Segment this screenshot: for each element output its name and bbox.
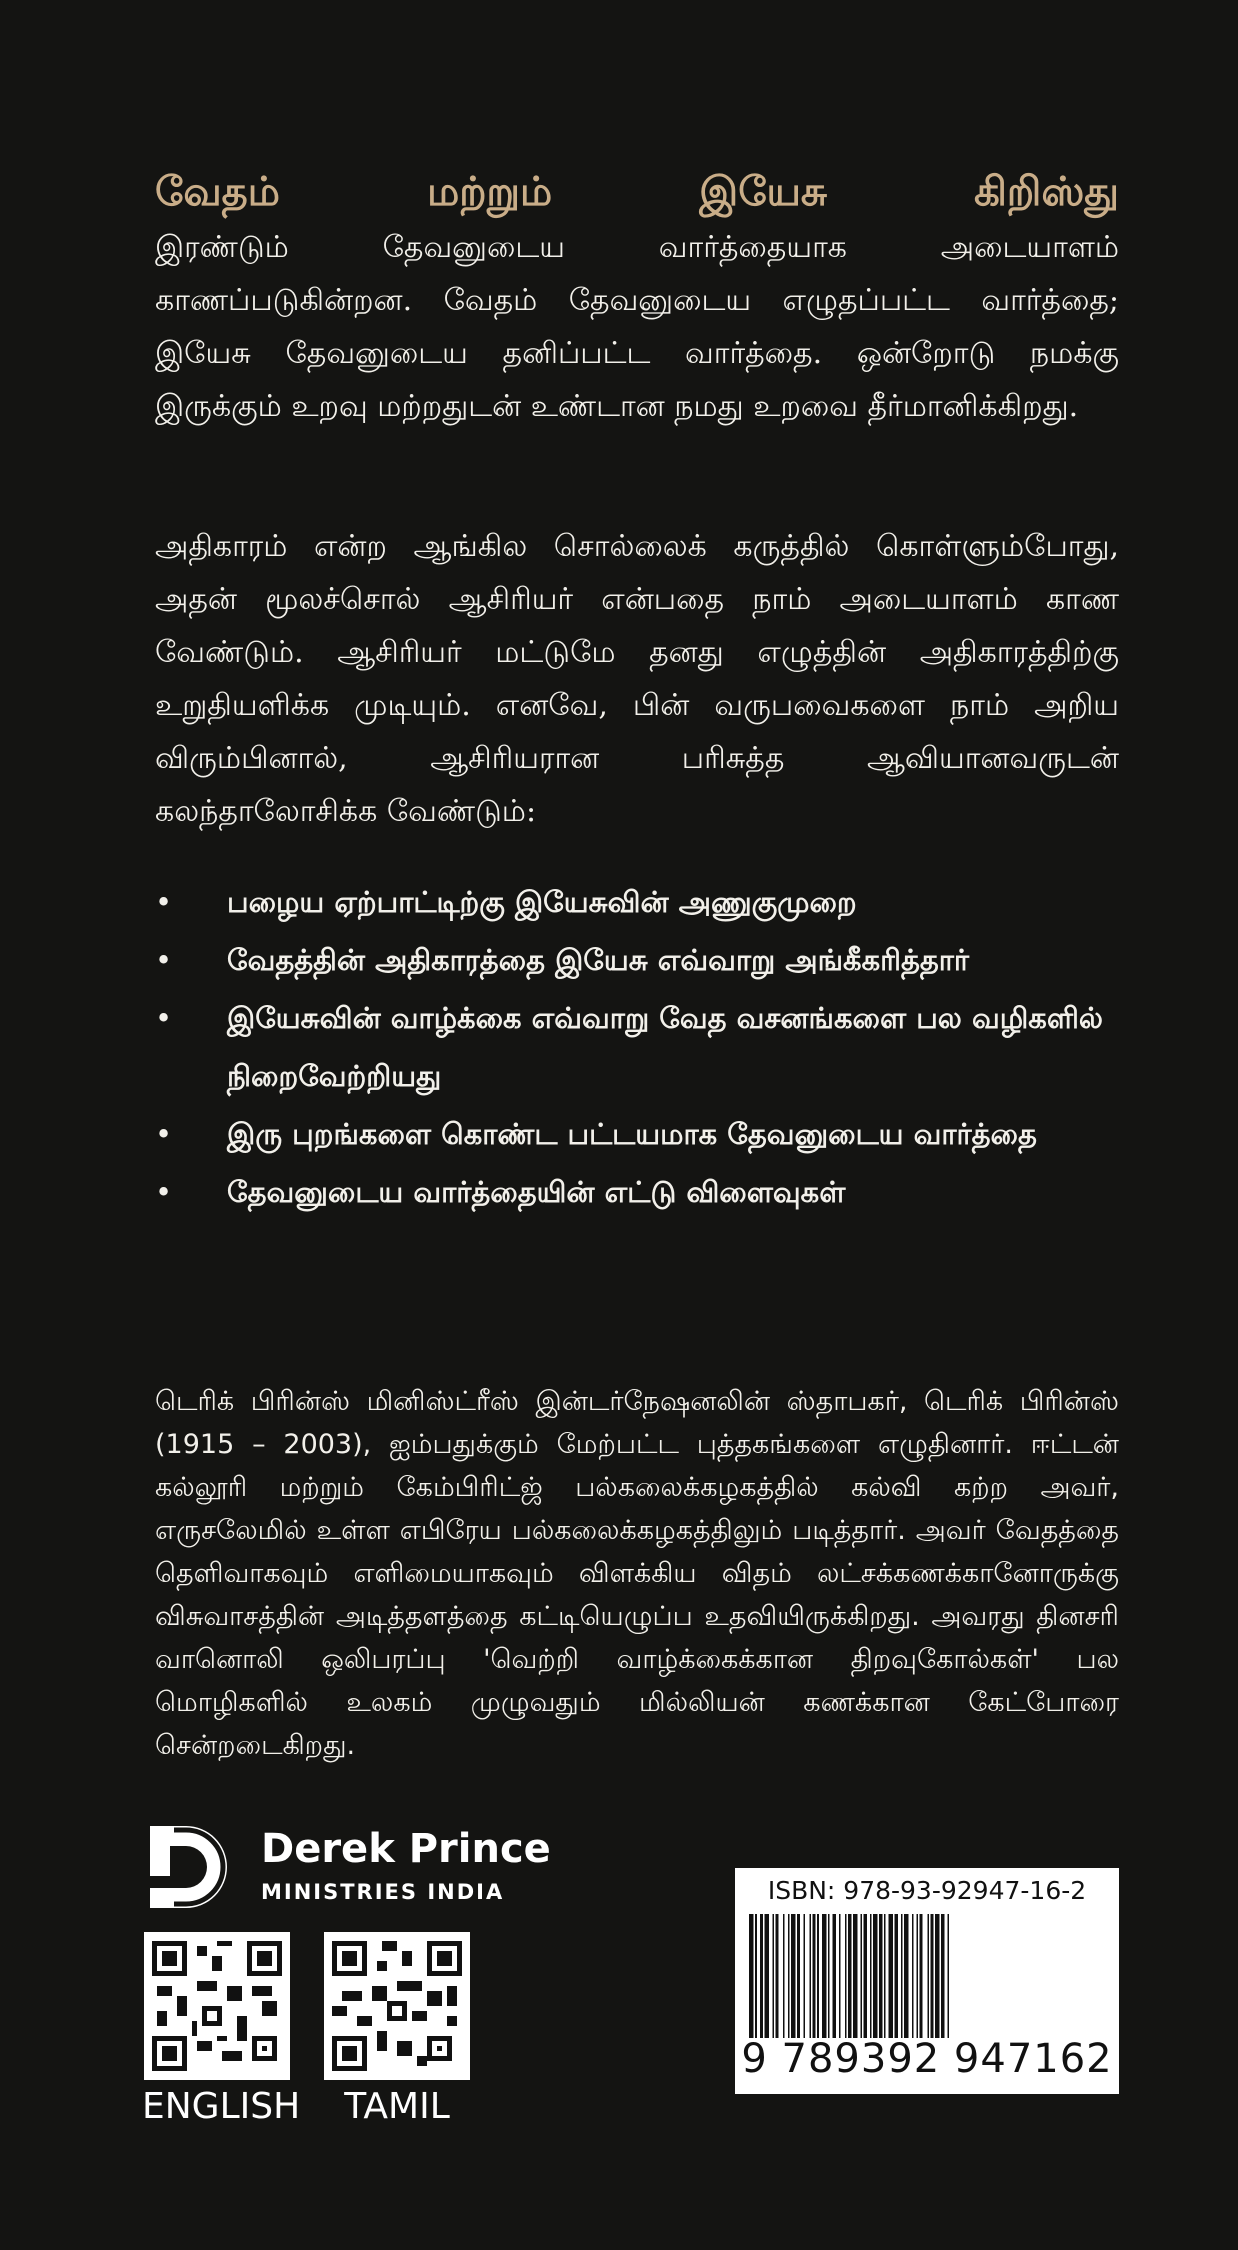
- barcode-number: 9 789392 947162: [741, 2036, 1113, 2082]
- headline: வேதம் மற்றும் இயேசு கிறிஸ்து: [155, 168, 1119, 215]
- bullet-marker: •: [155, 943, 173, 977]
- list-item: • வேதத்தின் அதிகாரத்தை இயேசு எவ்வாறு அங்கீகரித்தார்: [155, 931, 1119, 989]
- intro-text: இரண்டும் தேவனுடைய வார்த்தையாக அடையாளம் காணப்படுகின்றன. வேதம் தேவனுடைய எழுதப்பட்ட வார்த்தை; இயேசு தேவனுடைய தனிப்பட்ட வார்த்தை. ஒன்றோடு நமக்கு இருக்கும் உறவு மற்றதுடன் உண்டான நமது உறவை தீர்மானிக்கிறது.: [155, 230, 1119, 424]
- bullet-marker: •: [155, 1175, 173, 1209]
- bullet-marker: •: [155, 885, 173, 919]
- qr-code-icon: [152, 1940, 282, 2072]
- authority-paragraph: அதிகாரம் என்ற ஆங்கில சொல்லைக் கருத்தில் கொள்ளும்போது, அதன் மூலச்சொல் ஆசிரியர் என்பதை நாம் அடையாளம் காண வேண்டும். ஆசிரியர் மட்டுமே தனது எழுத்தின் அதிகாரத்திற்கு உறுதியளிக்க முடியும். எனவே, பின் வருபவைகளை நாம் அறிய விரும்பினால், ஆசிரியரான பரிசுத்த ஆவியானவருடன் கலந்தாலோசிக்க வேண்டும்:: [155, 529, 1119, 829]
- qr-code-english[interactable]: [144, 1932, 290, 2080]
- intro-paragraph: [155, 163, 1119, 433]
- isbn-barcode: [735, 1868, 1119, 2094]
- isbn-label: ISBN: 978-93-92947-16-2: [767, 1876, 1087, 1905]
- bullet-marker: •: [155, 1117, 173, 1151]
- qr-label-tamil: TAMIL: [344, 2086, 450, 2127]
- list-item: • தேவனுடைய வார்த்தையின் எட்டு விளைவுகள்: [155, 1163, 1119, 1221]
- bullet-marker: •: [155, 1001, 173, 1035]
- qr-code-icon: [332, 1940, 462, 2072]
- qr-label-english: ENGLISH: [142, 2086, 301, 2127]
- author-bio: டெரிக் பிரின்ஸ் மினிஸ்ட்ரீஸ் இன்டர்நேஷனலின் ஸ்தாபகர், டெரிக் பிரின்ஸ் (1915 – 2003), ஐம்பதுக்கும் மேற்பட்ட புத்தகங்களை எழுதினார். ஈட்டன் கல்லூரி மற்றும் கேம்பிரிட்ஜ் பல்கலைக்கழகத்தில் கல்வி கற்ற அவர், எருசலேமில் உள்ள எபிரேய பல்கலைக்கழகத்திலும் படித்தார். அவர் வேதத்தை தெளிவாகவும் எளிமையாகவும் விளக்கிய விதம் லட்சக்கணக்கானோருக்கு விசுவாசத்தின் அடித்தளத்தை கட்டியெழுப்ப உதவியிருக்கிறது. அவரது தினசரி வானொலி ஒலிபரப்பு 'வெற்றி வாழ்க்கைக்கான திறவுகோல்கள்' பல மொழிகளில் உலகம் முழுவதும் மில்லியன் கணக்கான கேட்போரை சென்றடைகிறது.: [155, 1386, 1119, 1761]
- topic-list: [155, 873, 1119, 1221]
- list-item: • பழைய ஏற்பாட்டிற்கு இயேசுவின் அணுகுமுறை: [155, 873, 1119, 931]
- list-item: • இயேசுவின் வாழ்க்கை எவ்வாறு வேத வசனங்களை பல வழிகளில் நிறைவேற்றியது: [155, 989, 1119, 1105]
- list-item: • இரு புறங்களை கொண்ட பட்டயமாக தேவனுடைய வார்த்தை: [155, 1105, 1119, 1163]
- publisher-name: Derek Prince: [261, 1826, 551, 1872]
- publisher-subtitle: MINISTRIES INDIA: [261, 1880, 505, 1904]
- qr-code-tamil[interactable]: [324, 1932, 470, 2080]
- publisher-logo: [146, 1818, 551, 1918]
- dp-logo-icon: [146, 1822, 230, 1912]
- barcode-bars: [749, 1914, 1105, 2038]
